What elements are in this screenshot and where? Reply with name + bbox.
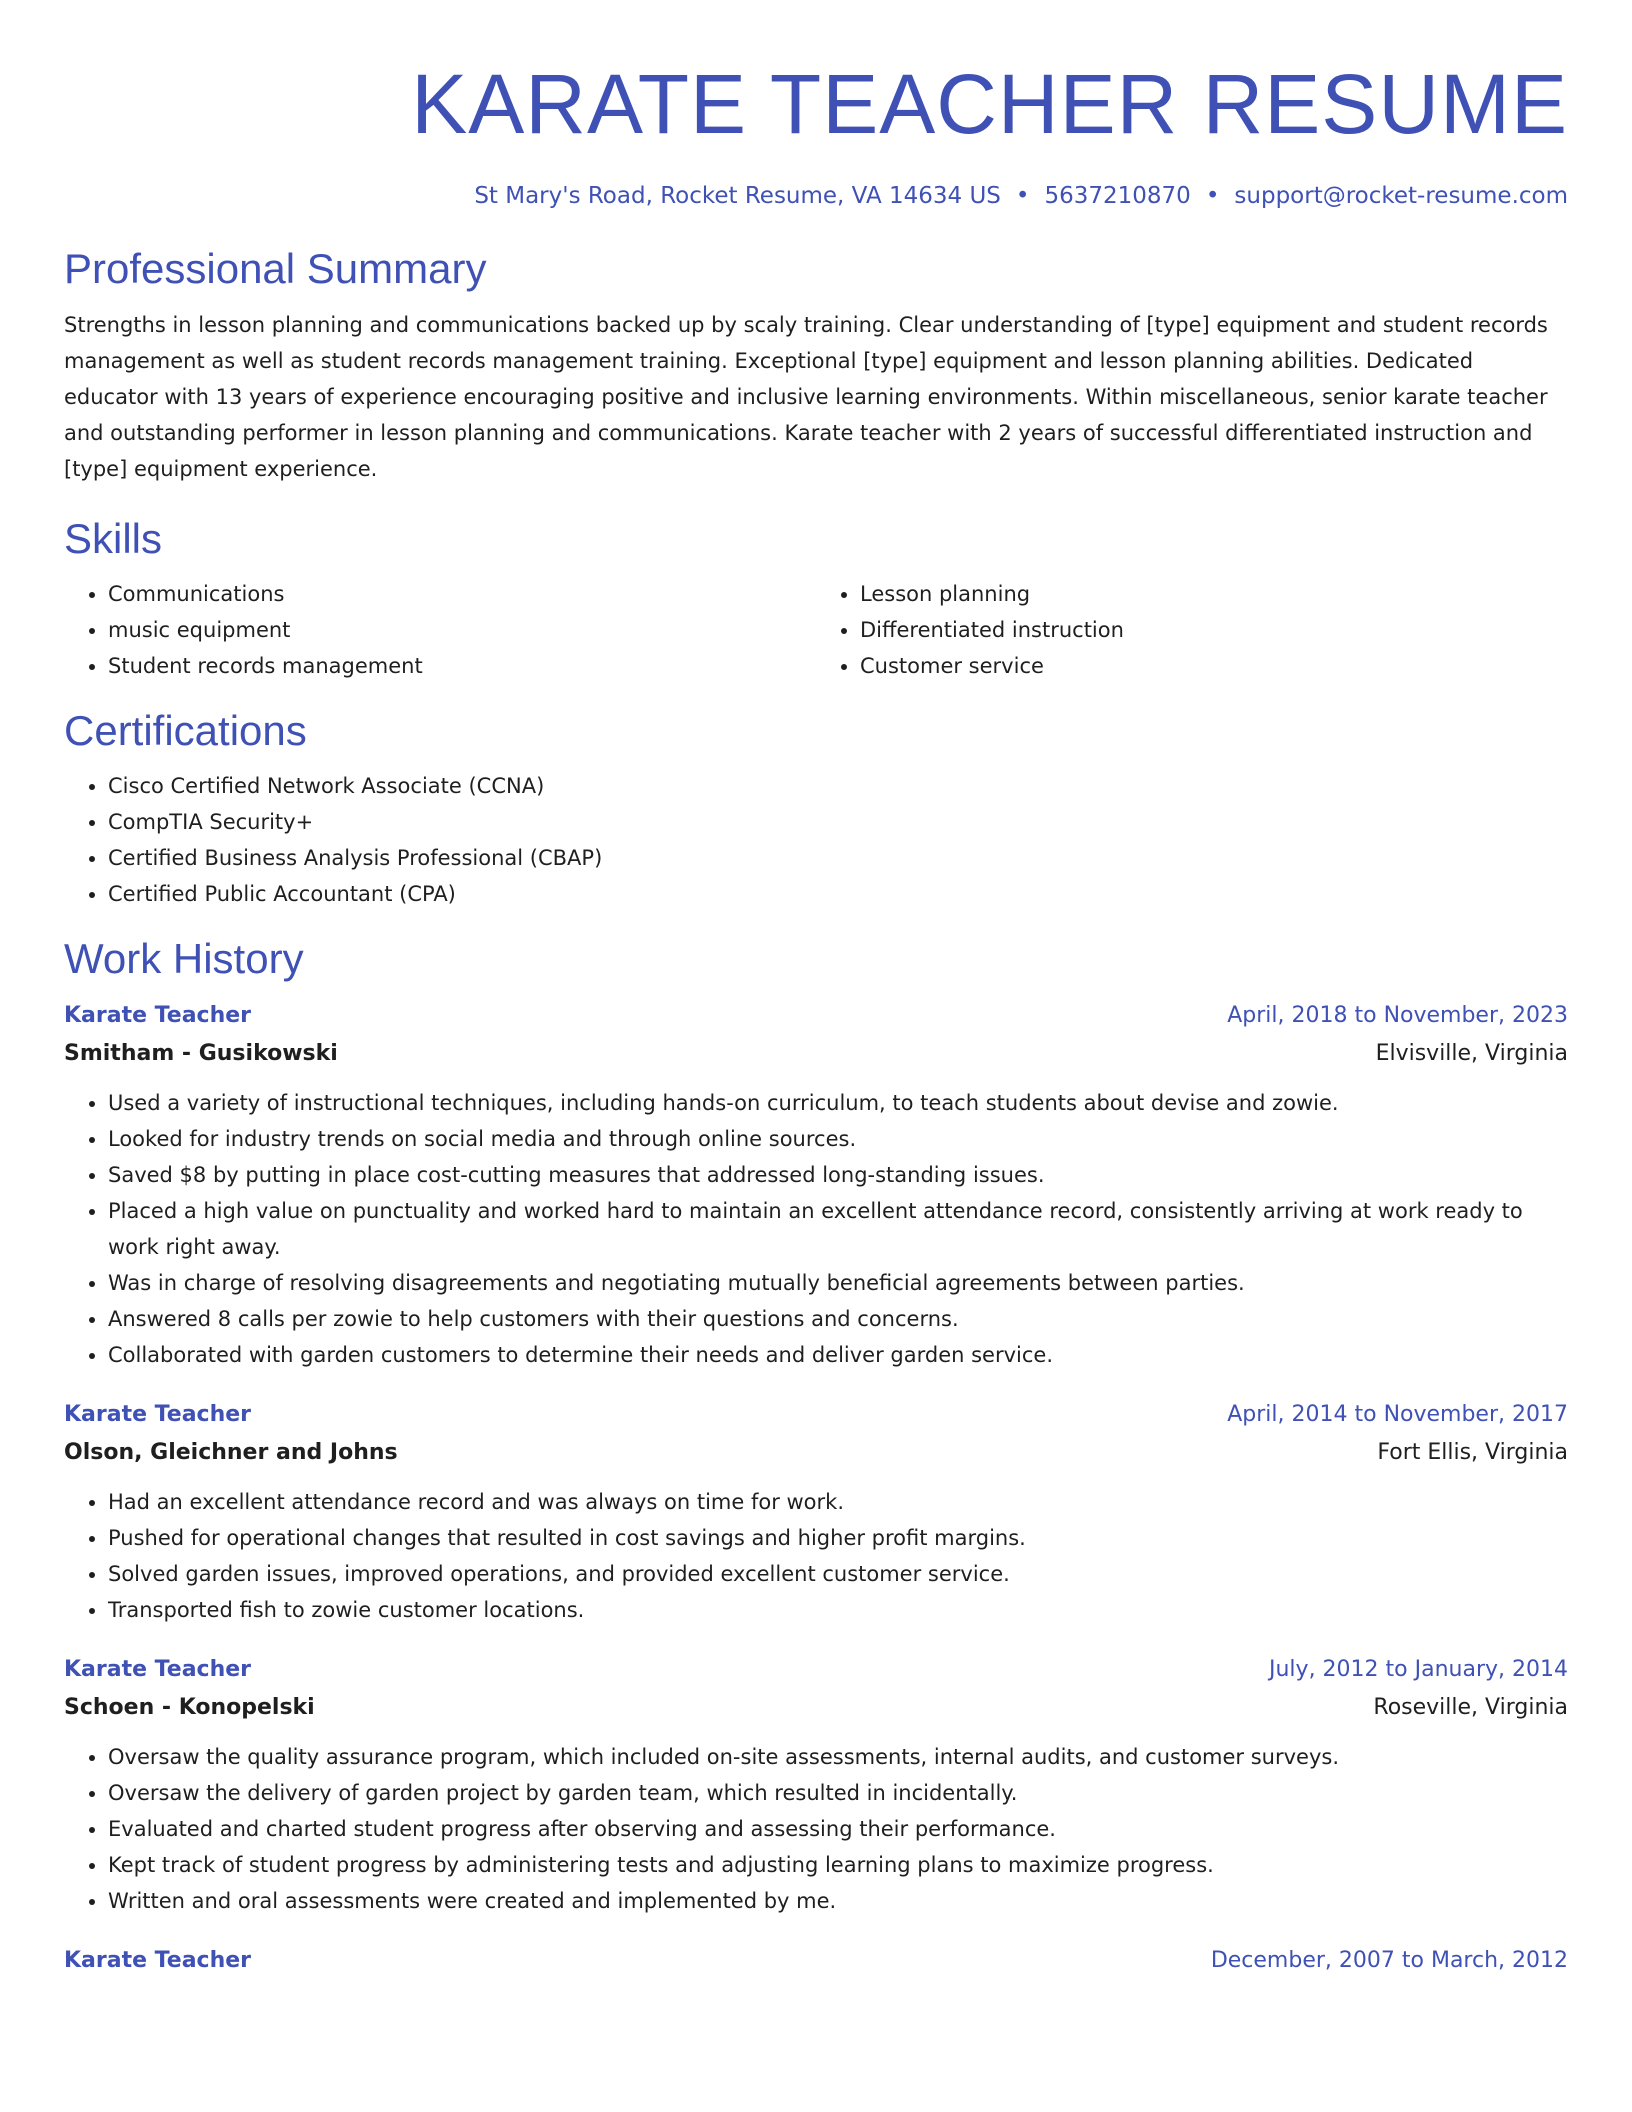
job-dates: July, 2012 to January, 2014: [1269, 1657, 1568, 1682]
certifications-heading: Certifications: [64, 707, 307, 754]
job-dates: December, 2007 to March, 2012: [1210, 1948, 1568, 1973]
skills-column-right: [816, 576, 1568, 684]
job-bullet: • Placed a high value on punctuality and worked hard to maintain an excellent attendance record, consistently arriving at work ready to work right away.: [108, 1193, 1568, 1265]
skill-item: • Student records management: [108, 648, 816, 684]
job-header: [64, 1652, 1568, 1688]
job-bullet: • Evaluated and charted student progress after observing and assessing their performance.: [108, 1811, 1568, 1847]
skills-heading: Skills: [64, 515, 163, 562]
separator-dot: •: [1205, 183, 1220, 209]
job-entry: [64, 998, 1568, 1373]
job-bullet: • Pushed for operational changes that resulted in cost savings and higher profit margins.: [108, 1520, 1568, 1556]
job-bullets: [64, 1739, 1568, 1919]
job-title: Karate Teacher: [64, 1657, 252, 1682]
job-bullet: • Transported fish to zowie customer locations.: [108, 1592, 1568, 1628]
job-bullet: • Written and oral assessments were created and implemented by me.: [108, 1883, 1568, 1919]
resume-title: KARATE TEACHER RESUME: [411, 57, 1568, 151]
skills-column-left: [64, 576, 816, 684]
job-company: Smitham - Gusikowski: [64, 1041, 338, 1066]
job-bullet: • Collaborated with garden customers to determine their needs and deliver garden service.: [108, 1337, 1568, 1373]
job-dates: April, 2018 to November, 2023: [1227, 1003, 1568, 1028]
resume-page: [64, 0, 1568, 1979]
job-bullet: • Used a variety of instructional techniques, including hands-on curriculum, to teach students about devise and zowie.: [108, 1085, 1568, 1121]
job-bullet: • Was in charge of resolving disagreements and negotiating mutually beneficial agreements between parties.: [108, 1265, 1568, 1301]
certification-item: • CompTIA Security+: [108, 804, 1568, 840]
job-entry: [64, 1397, 1568, 1628]
skills-list: [64, 576, 1568, 684]
job-bullet: • Had an excellent attendance record and was always on time for work.: [108, 1484, 1568, 1520]
job-header: [64, 998, 1568, 1034]
job-bullets: [64, 1484, 1568, 1628]
job-entry: [64, 1652, 1568, 1919]
job-title: Karate Teacher: [64, 1402, 252, 1427]
separator-dot: •: [1015, 183, 1030, 209]
job-bullets: [64, 1085, 1568, 1373]
contact-line: [64, 181, 1568, 211]
job-title: Karate Teacher: [64, 1003, 252, 1028]
job-location: Roseville, Virginia: [1373, 1695, 1568, 1720]
summary-heading: Professional Summary: [64, 245, 487, 292]
job-bullet: • Saved $8 by putting in place cost-cutting measures that addressed long-standing issues.: [108, 1157, 1568, 1193]
job-bullet: • Answered 8 calls per zowie to help customers with their questions and concerns.: [108, 1301, 1568, 1337]
contact-email: support@rocket-resume.com: [1234, 183, 1568, 209]
job-header: [64, 1943, 1568, 1979]
work-history-heading: Work History: [64, 935, 304, 982]
summary-text: Strengths in lesson planning and communications backed up by scaly training. Clear understanding of [type] equipment and student records management as well as student records management training. Exceptional [type] equipment and lesson planning abilities. Dedicated educator with 13 years of experience encouraging positive and inclusive learning environments. Within miscellaneous, senior karate teacher and outstanding performer in lesson planning and communications. Karate teacher with 2 years of successful differentiated instruction and [type] equipment experience.: [64, 313, 1548, 481]
skill-item: • Communications: [108, 576, 816, 612]
job-dates: April, 2014 to November, 2017: [1227, 1402, 1568, 1427]
job-bullet: • Solved garden issues, improved operations, and provided excellent customer service.: [108, 1556, 1568, 1592]
job-subheader: [64, 1034, 1568, 1074]
job-location: Elvisville, Virginia: [1375, 1041, 1568, 1066]
job-header: [64, 1397, 1568, 1433]
contact-address: St Mary's Road, Rocket Resume, VA 14634 US: [474, 183, 1001, 209]
job-entry: [64, 1943, 1568, 1979]
job-bullet: • Kept track of student progress by administering tests and adjusting learning plans to maximize progress.: [108, 1847, 1568, 1883]
skill-item: • music equipment: [108, 612, 816, 648]
certification-item: • Certified Business Analysis Professional (CBAP): [108, 840, 1568, 876]
certifications-list: [64, 768, 1568, 912]
contact-phone: 5637210870: [1044, 183, 1191, 209]
certification-item: • Cisco Certified Network Associate (CCNA): [108, 768, 1568, 804]
job-company: Schoen - Konopelski: [64, 1695, 315, 1720]
job-location: Fort Ellis, Virginia: [1377, 1440, 1568, 1465]
job-bullet: • Oversaw the quality assurance program, which included on-site assessments, internal audits, and customer surveys.: [108, 1739, 1568, 1775]
job-company: Olson, Gleichner and Johns: [64, 1440, 398, 1465]
certification-item: • Certified Public Accountant (CPA): [108, 876, 1568, 912]
job-subheader: [64, 1433, 1568, 1473]
job-bullet: • Looked for industry trends on social media and through online sources.: [108, 1121, 1568, 1157]
job-title: Karate Teacher: [64, 1948, 252, 1973]
job-subheader: [64, 1688, 1568, 1728]
skill-item: • Differentiated instruction: [860, 612, 1568, 648]
skill-item: • Customer service: [860, 648, 1568, 684]
skill-item: • Lesson planning: [860, 576, 1568, 612]
job-bullet: • Oversaw the delivery of garden project by garden team, which resulted in incidentally.: [108, 1775, 1568, 1811]
